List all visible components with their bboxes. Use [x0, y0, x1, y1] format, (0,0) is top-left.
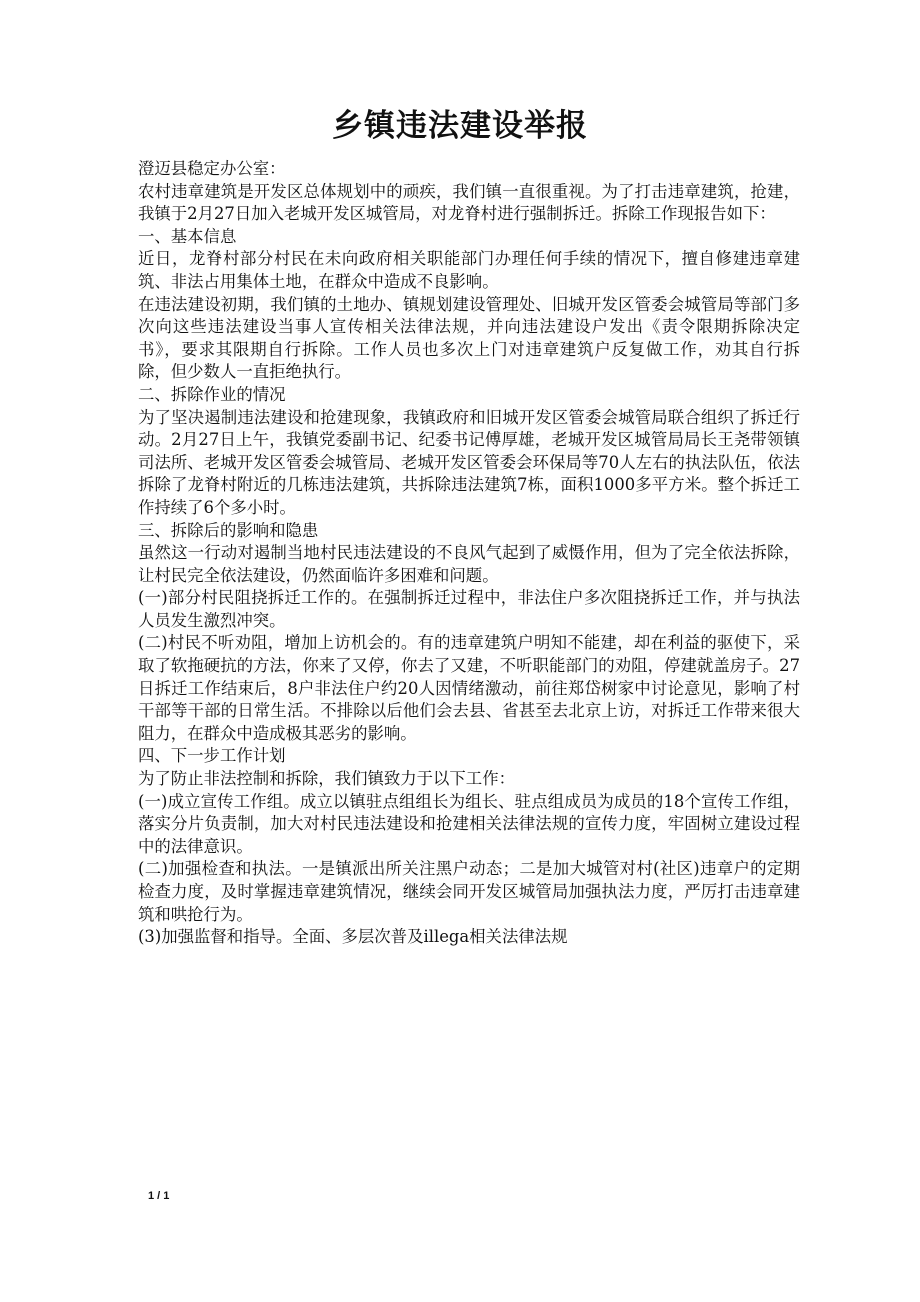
- body-paragraph: (3)加强监督和指导。全面、多层次普及illega相关法律法规: [138, 927, 568, 947]
- body-paragraph: 为了防止非法控制和拆除，我们镇致力于以下工作：: [138, 769, 515, 789]
- section-heading: 四、下一步工作计划: [138, 746, 286, 766]
- body-paragraph: 农村违章建筑是开发区总体规划中的顽疾，我们镇一直很重视。为了打击违章建筑，抢建，我镇于2月27日加入老城开发区城管局，对龙脊村进行强制拆迁。拆除工作现报告如下：: [138, 181, 800, 224]
- section-heading: 三、拆除后的影响和隐患: [138, 520, 319, 540]
- body-paragraph: (二)加强检查和执法。一是镇派出所关注黑户动态；二是加大城管对村(社区)违章户的定期检查力度，及时掌握违章建筑情况，继续会同开发区城管局加强执法力度，严厉打击违章建筑和哄抢行为。: [138, 859, 800, 924]
- body-paragraph: (一)部分村民阻挠拆迁工作的。在强制拆迁过程中，非法住户多次阻挠拆迁工作，并与执法人员发生激烈冲突。: [138, 588, 800, 630]
- document-title: 乡镇违法建设举报: [332, 108, 588, 144]
- body-paragraph: 为了坚决遏制违法建设和抢建现象，我镇政府和旧城开发区管委会城管局联合组织了拆迁行动。2月27日上午，我镇党委副书记、纪委书记傅厚雄，老城开发区城管局局长王尧带领镇司法所、老城开发区管委会城管局、老城开发区管委会环保局等70人左右的执法队伍，依法拆除了龙脊村附近的几栋违法建筑，共拆除违法建筑7栋，面积1000多平方米。整个拆迁工作持续了6个多小时。: [138, 407, 800, 517]
- section-heading: 一、基本信息: [138, 226, 237, 246]
- section-heading: 二、拆除作业的情况: [138, 384, 286, 404]
- page-number: 1 / 1: [148, 1190, 170, 1202]
- body-paragraph: 在违法建设初期，我们镇的土地办、镇规划建设管理处、旧城开发区管委会城管局等部门多次向这些违法建设当事人宣传相关法律法规，并向违法建设户发出《责令限期拆除决定书》，要求其限期自行拆除。工作人员也多次上门对违章建筑户反复做工作，劝其自行拆除，但少数人一直拒绝执行。: [138, 294, 800, 382]
- body-paragraph: (二)村民不听劝阻，增加上访机会的。有的违章建筑户明知不能建，却在利益的驱使下，采取了软拖硬抗的方法，你来了又停，你去了又建，不听职能部门的劝阻，停建就盖房子。27日拆迁工作结束后，8户非法住户约20人因情绪激动，前往郑岱树家中讨论意见，影响了村干部等干部的日常生活。不排除以后他们会去县、省甚至去北京上访，对拆迁工作带来很大阻力，在群众中造成极其恶劣的影响。: [138, 633, 800, 743]
- document-body: [138, 158, 800, 949]
- addressee-line: 澄迈县稳定办公室：: [138, 159, 286, 178]
- body-paragraph: (一)成立宣传工作组。成立以镇驻点组组长为组长、驻点组成员为成员的18个宣传工作组，落实分片负责制，加大对村民违法建设和抢建相关法律法规的宣传力度，牢固树立建设过程中的法律意识。: [138, 791, 800, 856]
- body-paragraph: 近日，龙脊村部分村民在未向政府相关职能部门办理任何手续的情况下，擅自修建违章建筑、非法占用集体土地，在群众中造成不良影响。: [138, 249, 800, 291]
- body-paragraph: 虽然这一行动对遏制当地村民违法建设的不良风气起到了威慑作用，但为了完全依法拆除，让村民完全依法建设，仍然面临许多困难和问题。: [138, 543, 800, 585]
